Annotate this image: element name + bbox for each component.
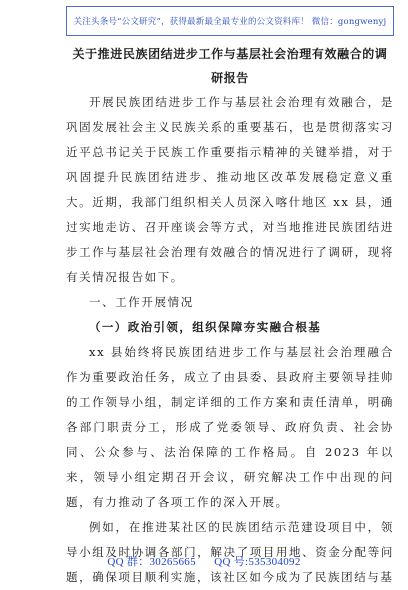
- section-heading: 一、工作开展情况: [89, 295, 194, 309]
- subsection-heading: （一）政治引领，组织保障夯实融合根基: [89, 320, 322, 334]
- body-paragraph: xx 县始终将民族团结进步工作与基层社会治理融合作为重要政治任务，成立了由县委、县政府主要领导挂帅的工作领导小组，制定详细的工作方案和责任清单，明确各部门职责分工，形成了党委领导、政府负责、社会协同、公众参与、法治保障的工作格局。自 2023 年以来，领导小组定期召开会议，研究解决工作中出现的问题，有力推动了各项工作的深入开展。: [66, 345, 394, 509]
- contact-footer: [0, 553, 408, 569]
- document-body: [66, 42, 394, 590]
- qq-group-label: QQ 群：: [107, 556, 150, 568]
- promo-banner: [66, 6, 394, 36]
- intro-paragraph: 开展民族团结进步工作与基层社会治理有效融合，是巩固发展社会主义民族关系的重要基石，也是贯彻落实习近平总书记关于民族工作重要指示精神的关键举措，对于巩固提升民族团结进步、推动地区改革发展稳定意义重大。近期，我部门组织相关人员深入喀什地区 xx 县，通过实地走访、召开座谈会等方式，对当地推进民族团结进步工作与基层社会治理有效融合的情况进行了调研，现将有关情况报告如下。: [66, 95, 394, 284]
- document-title-line1: 关于推进民族团结进步工作与基层社会治理有效融合的调: [72, 47, 388, 61]
- document-title: [66, 42, 394, 90]
- qq-number: 535304092: [248, 556, 301, 568]
- document-title-line2: 研报告: [211, 71, 249, 85]
- body-paragraph: 例如，在推进某社区的民族团结示范建设项目中，领导小组及时协调各部门，解决了项目用地、资金分配等问题，确保项目顺利实施，该社区如今成为了民族团结与基: [66, 520, 394, 584]
- qq-number-label: QQ 号:: [214, 556, 249, 568]
- qq-group-number: 30265665: [149, 556, 196, 568]
- promo-banner-text: 关注头条号“公文研究”，获得最新最全最专业的公文资料库！ 微信：gongwenyj: [73, 17, 387, 27]
